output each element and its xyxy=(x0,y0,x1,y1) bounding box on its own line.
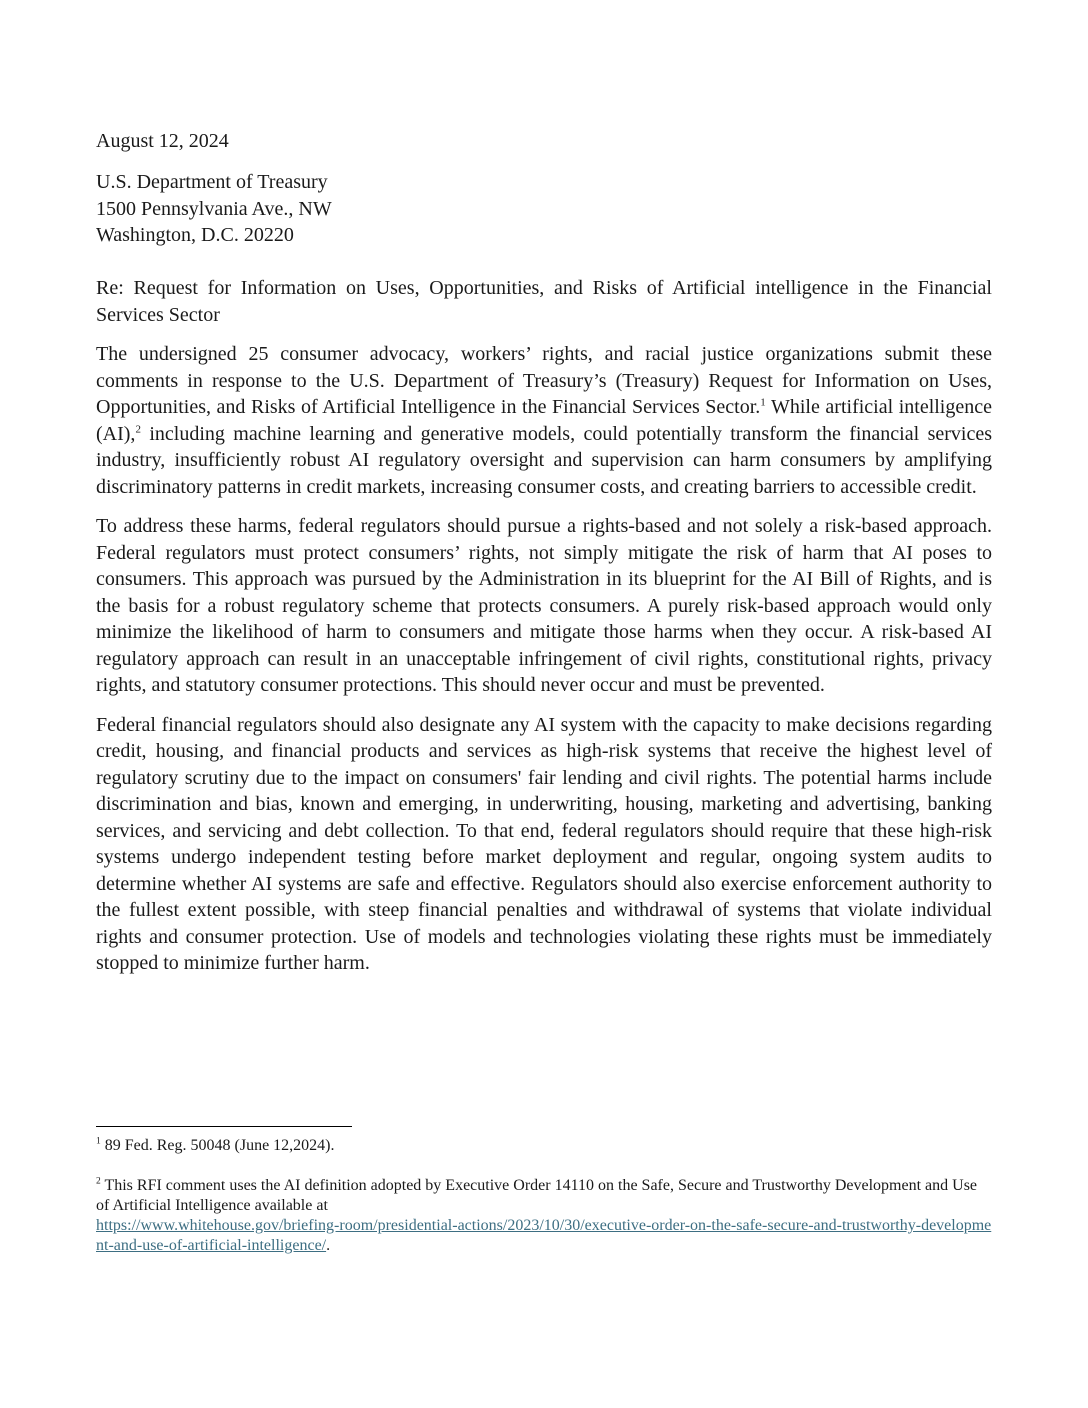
recipient-line-1: U.S. Department of Treasury xyxy=(96,171,328,193)
footnote-marker-2: 2 xyxy=(96,1176,101,1187)
paragraph-intro-text-1: The undersigned 25 consumer advocacy, workers’ rights, and racial justice organizations submit these comments in response to the U.S. Department of Treasury’s (Treasury) Request for Information on Uses, Opportunities, and Risks of Artificial Intelligence in the Financial Services Sector. xyxy=(96,343,992,418)
recipient-address xyxy=(96,169,332,249)
executive-order-link[interactable]: https://www.whitehouse.gov/briefing-room/presidential-actions/2023/10/30/executive-order-on-the-safe-secure-and-trustworthy-development-and-use-of-artificial-intelligence/ xyxy=(96,1217,992,1254)
footnote-marker-1: 1 xyxy=(96,1136,101,1147)
subject-line: Re: Request for Information on Uses, Opportunities, and Risks of Artificial intelligence in the Financial Services Sector xyxy=(96,277,992,326)
paragraph-intro xyxy=(96,341,992,500)
footnote-ref-2[interactable]: 2 xyxy=(135,422,141,435)
letter-date: August 12, 2024 xyxy=(96,130,229,152)
footnote-divider xyxy=(96,1126,352,1127)
footnote-2-text: This RFI comment uses the AI definition adopted by Executive Order 14110 on the Safe, Secure and Trustworthy Development and Use of Artificial Intelligence available at xyxy=(96,1177,978,1214)
footnote-1 xyxy=(96,1136,992,1156)
recipient-line-3: Washington, D.C. 20220 xyxy=(96,224,294,246)
paragraph-high-risk: Federal financial regulators should also designate any AI system with the capacity to make decisions regarding credit, housing, and financial products and services as high-risk systems that receive the highest level of regulatory scrutiny due to the impact on consumers' fair lending and civil rights. The potential harms include discrimination and bias, known and emerging, in underwriting, housing, marketing and advertising, banking services, and servicing and debt collection. To that end, federal regulators should require that these high-risk systems undergo independent testing before market deployment and regular, ongoing system audits to determine whether AI systems are safe and effective. Regulators should also exercise enforcement authority to the fullest extent possible, with steep financial penalties and withdrawal of systems that violate individual rights and consumer protection. Use of models and technologies violating these rights must be immediately stopped to minimize further harm. xyxy=(96,713,992,974)
footnotes xyxy=(96,1136,992,1276)
paragraph-intro-text-3: including machine learning and generative models, could potentially transform the financial services industry, insufficiently robust AI regulatory oversight and supervision can harm consumers by amplifying discriminatory patterns in credit markets, increasing consumer costs, and creating barriers to accessible credit. xyxy=(96,422,992,498)
paragraph-intro-text-2: While artificial intelligence (AI), xyxy=(96,396,992,445)
letter-body xyxy=(96,275,992,990)
footnote-2-period: . xyxy=(326,1237,331,1254)
footnote-ref-1[interactable]: 1 xyxy=(760,396,766,409)
recipient-line-2: 1500 Pennsylvania Ave., NW xyxy=(96,197,332,220)
footnote-2 xyxy=(96,1176,992,1256)
footnote-1-text: 89 Fed. Reg. 50048 (June 12,2024). xyxy=(100,1137,335,1154)
paragraph-rights-based: To address these harms, federal regulators should pursue a rights-based and not solely a risk-based approach. Federal regulators must protect consumers’ rights, not simply mitigate the risk of harm that AI poses to consumers. This approach was pursued by the Administration in its blueprint for the AI Bill of Rights, and is the basis for a robust regulatory scheme that protects consumers. A purely risk-based approach would only minimize the likelihood of harm to consumers and mitigate those harms when they occur. A risk-based AI regulatory approach can result in an unacceptable infringement of civil rights, constitutional rights, privacy rights, and statutory consumer protections. This should never occur and must be prevented. xyxy=(96,515,992,696)
